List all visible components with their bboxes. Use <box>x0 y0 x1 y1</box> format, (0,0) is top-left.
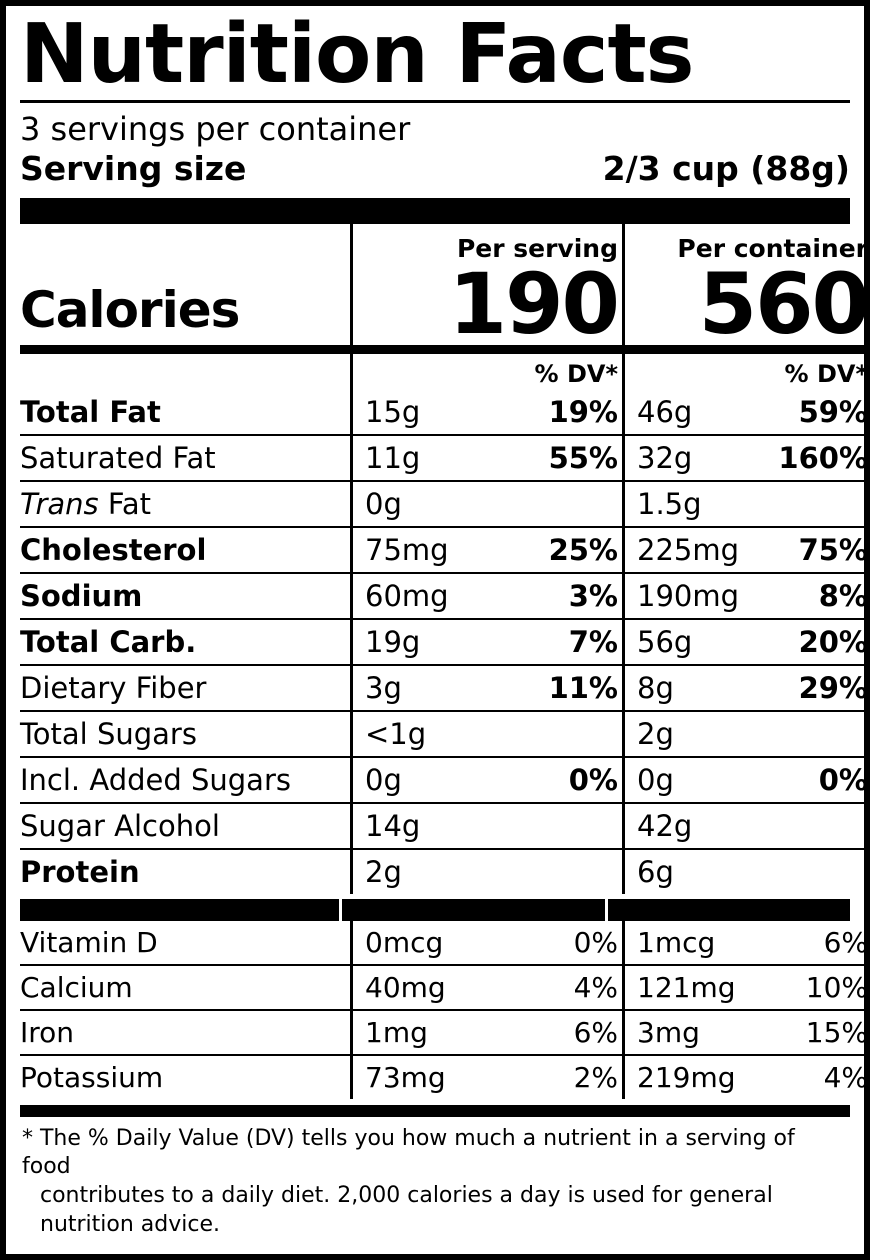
vitamins-separator <box>20 899 850 921</box>
trans-fat-suffix: Fat <box>107 486 152 521</box>
nutrient-name: Cholesterol <box>20 528 350 574</box>
table-row <box>20 620 868 666</box>
nutrient-serving-amount: 60mg <box>365 578 449 613</box>
nutrient-serving-cell <box>350 390 622 436</box>
vitamin-container-amount: 219mg <box>637 1060 736 1094</box>
nutrient-serving-cell <box>350 666 622 712</box>
column-header-per-serving: Per serving <box>350 224 622 265</box>
daily-value-footnote <box>20 1123 850 1239</box>
nutrient-serving-cell <box>350 482 622 528</box>
nutrient-serving-cell <box>350 712 622 758</box>
vitamin-container-cell <box>622 1011 870 1056</box>
nutrient-container-dv: 20% <box>798 624 868 659</box>
nutrient-container-amount: 225mg <box>637 532 740 567</box>
nutrient-serving-dv: 7% <box>568 624 618 659</box>
nutrient-container-cell <box>622 482 870 528</box>
dv-header-spacer <box>20 354 350 390</box>
vitamin-container-cell <box>622 966 870 1011</box>
vitamin-container-cell <box>622 921 870 966</box>
nutrient-serving-amount: 2g <box>365 854 402 889</box>
table-row <box>20 574 868 620</box>
nutrient-name <box>20 482 350 528</box>
header-thick-bar <box>20 198 850 224</box>
vitamin-serving-dv: 0% <box>573 925 618 959</box>
vitamin-container-cell <box>622 1056 870 1099</box>
table-row <box>20 921 868 966</box>
vitamin-name: Calcium <box>20 966 350 1011</box>
dv-header-row <box>20 354 868 390</box>
nutrient-serving-amount: 75mg <box>365 532 449 567</box>
nutrient-container-amount: 46g <box>637 394 693 429</box>
nutrient-name: Saturated Fat <box>20 436 350 482</box>
vitamin-container-dv: 6% <box>823 925 868 959</box>
vitamin-serving-cell <box>350 921 622 966</box>
vitamin-serving-amount: 40mg <box>365 970 446 1004</box>
nutrient-name: Total Sugars <box>20 712 350 758</box>
nutrient-container-amount: 8g <box>637 670 674 705</box>
nutrient-serving-dv: 19% <box>548 394 618 429</box>
nutrient-container-cell <box>622 390 870 436</box>
separator-segment-serving <box>342 899 605 921</box>
table-row <box>20 758 868 804</box>
nutrient-container-cell <box>622 528 870 574</box>
vitamin-serving-amount: 0mcg <box>365 925 444 959</box>
vitamin-serving-cell <box>350 1011 622 1056</box>
serving-size-value: 2/3 cup (88g) <box>602 149 850 188</box>
footnote-line-2: contributes to a daily diet. 2,000 calories a day is used for general nutrition advice. <box>40 1182 773 1237</box>
table-row <box>20 712 850 758</box>
nutrient-container-cell <box>622 666 870 712</box>
nutrient-container-dv: 160% <box>778 440 868 475</box>
calories-per-container: 560 <box>622 265 870 354</box>
nutrient-name: Protein <box>20 854 140 889</box>
nutrient-container-amount: 56g <box>637 624 693 659</box>
nutrient-container-amount: 42g <box>637 808 693 843</box>
nutrient-serving-amount: 0g <box>365 762 402 797</box>
vitamin-serving-dv: 2% <box>573 1060 618 1094</box>
vitamin-serving-cell <box>350 966 622 1011</box>
nutrient-container-amount: 2g <box>637 716 674 751</box>
table-row <box>20 666 868 712</box>
vitamin-serving-dv: 6% <box>573 1015 618 1049</box>
servings-per-container: 3 servings per container <box>20 110 411 148</box>
nutrient-serving-amount: 14g <box>365 808 421 843</box>
vitamin-serving-dv: 4% <box>573 970 618 1004</box>
nutrient-serving-amount: 15g <box>365 394 421 429</box>
nutrient-name: Sodium <box>20 574 350 620</box>
vitamin-container-dv: 10% <box>805 970 868 1004</box>
footnote-divider <box>20 1105 850 1117</box>
nutrient-container-dv: 0% <box>818 762 868 797</box>
nutrient-serving-amount: 11g <box>365 440 421 475</box>
nutrient-serving-cell <box>350 758 622 804</box>
table-row <box>20 482 850 528</box>
vitamin-container-amount: 121mg <box>637 970 736 1004</box>
nutrient-serving-dv: 25% <box>548 532 618 567</box>
nutrient-container-amount: 1.5g <box>637 486 702 521</box>
column-header-spacer <box>20 224 350 265</box>
nutrient-container-cell <box>622 712 870 758</box>
nutrient-serving-cell <box>350 620 622 666</box>
vitamin-serving-amount: 1mg <box>365 1015 428 1049</box>
serving-size-label: Serving size <box>20 149 247 188</box>
table-row <box>20 804 850 850</box>
vitamin-serving-amount: 73mg <box>365 1060 446 1094</box>
nutrient-serving-amount: 0g <box>365 486 402 521</box>
table-row <box>20 966 868 1011</box>
nutrient-serving-cell <box>350 804 622 850</box>
page-title: Nutrition Facts <box>20 7 694 102</box>
nutrient-container-dv: 75% <box>798 532 868 567</box>
table-row <box>20 850 850 894</box>
calories-per-serving: 190 <box>350 265 622 354</box>
nutrient-container-dv: 59% <box>798 394 868 429</box>
nutrient-serving-amount: <1g <box>365 716 427 751</box>
nutrient-serving-cell <box>350 436 622 482</box>
table-row <box>20 1011 868 1056</box>
nutrient-container-cell <box>622 758 870 804</box>
nutrient-container-cell <box>622 620 870 666</box>
nutrient-container-amount: 190mg <box>637 578 740 613</box>
nutrient-name: Total Fat <box>20 390 350 436</box>
vitamin-name: Potassium <box>20 1060 164 1094</box>
nutrient-name: Incl. Added Sugars <box>20 758 350 804</box>
table-row <box>20 528 868 574</box>
nutrient-serving-dv: 0% <box>568 762 618 797</box>
calories-row <box>20 255 868 354</box>
vitamin-container-dv: 4% <box>823 1060 868 1094</box>
table-row <box>20 390 868 436</box>
nutrient-serving-amount: 19g <box>365 624 421 659</box>
nutrient-name: Dietary Fiber <box>20 666 350 712</box>
nutrient-serving-cell <box>350 850 622 894</box>
vitamin-name: Vitamin D <box>20 921 350 966</box>
footnote-line-1: * The % Daily Value (DV) tells you how much a nutrient in a serving of food <box>22 1125 795 1180</box>
separator-segment-container <box>608 899 850 921</box>
nutrient-serving-dv: 55% <box>548 440 618 475</box>
nutrient-container-amount: 32g <box>637 440 693 475</box>
calories-label: Calories <box>20 281 350 354</box>
serving-size-row <box>20 149 850 190</box>
nutrient-container-dv: 29% <box>798 670 868 705</box>
dv-header-per-serving: % DV* <box>350 354 622 390</box>
column-header-per-container: Per container <box>622 224 870 265</box>
vitamin-serving-cell <box>350 1056 622 1099</box>
nutrient-container-amount: 0g <box>637 762 674 797</box>
nutrient-container-cell <box>622 804 870 850</box>
separator-segment-name <box>20 899 339 921</box>
trans-italic: Trans <box>20 486 99 521</box>
nutrient-container-cell <box>622 436 870 482</box>
nutrient-serving-dv: 11% <box>548 670 618 705</box>
nutrient-name: Sugar Alcohol <box>20 804 350 850</box>
nutrient-serving-amount: 3g <box>365 670 402 705</box>
nutrient-container-cell <box>622 850 870 894</box>
nutrient-serving-cell <box>350 574 622 620</box>
nutrient-serving-cell <box>350 528 622 574</box>
table-row <box>20 436 868 482</box>
dv-header-per-container: % DV* <box>622 354 870 390</box>
vitamin-name: Iron <box>20 1011 350 1056</box>
table-row <box>20 1056 868 1099</box>
nutrient-container-dv: 8% <box>818 578 868 613</box>
nutrient-container-cell <box>622 574 870 620</box>
nutrient-name: Total Carb. <box>20 620 350 666</box>
nutrient-container-amount: 6g <box>637 854 674 889</box>
nutrient-serving-dv: 3% <box>568 578 618 613</box>
vitamin-container-amount: 1mcg <box>637 925 716 959</box>
vitamin-container-dv: 15% <box>805 1015 868 1049</box>
vitamin-container-amount: 3mg <box>637 1015 700 1049</box>
